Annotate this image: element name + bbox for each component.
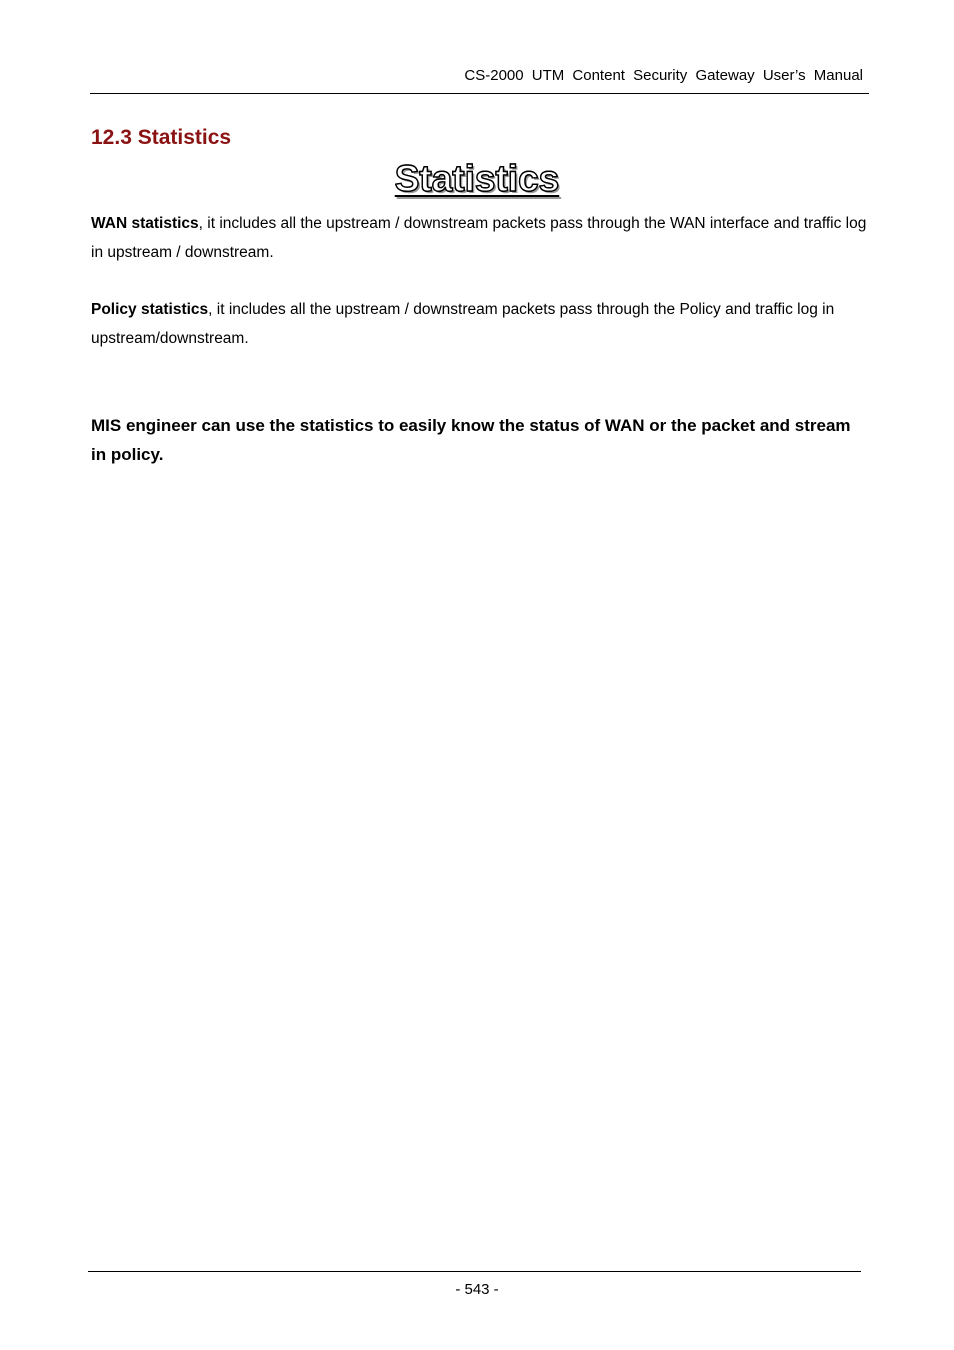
- wan-statistics-paragraph: [91, 210, 871, 267]
- wan-statistics-text: , it includes all the upstream / downstream packets pass through the WAN interface and traffic log in upstream / downstream.: [91, 215, 867, 261]
- footer-divider: [88, 1271, 861, 1272]
- emphasis-note: MIS engineer can use the statistics to easily know the status of WAN or the packet and stream in policy.: [91, 416, 851, 464]
- section-heading: 12.3 Statistics: [91, 126, 232, 149]
- policy-statistics-text: , it includes all the upstream / downstream packets pass through the Policy and traffic log in upstream/downstream.: [91, 301, 835, 347]
- policy-statistics-term: Policy statistics: [91, 301, 209, 318]
- policy-statistics-paragraph: [91, 296, 871, 353]
- page-number: - 543 -: [455, 1281, 499, 1298]
- running-header: CS-2000 UTM Content Security Gateway User’s Manual: [464, 67, 863, 84]
- header-divider: [90, 93, 869, 94]
- page-title: Statistics: [394, 158, 560, 199]
- wan-statistics-term: WAN statistics: [91, 215, 199, 232]
